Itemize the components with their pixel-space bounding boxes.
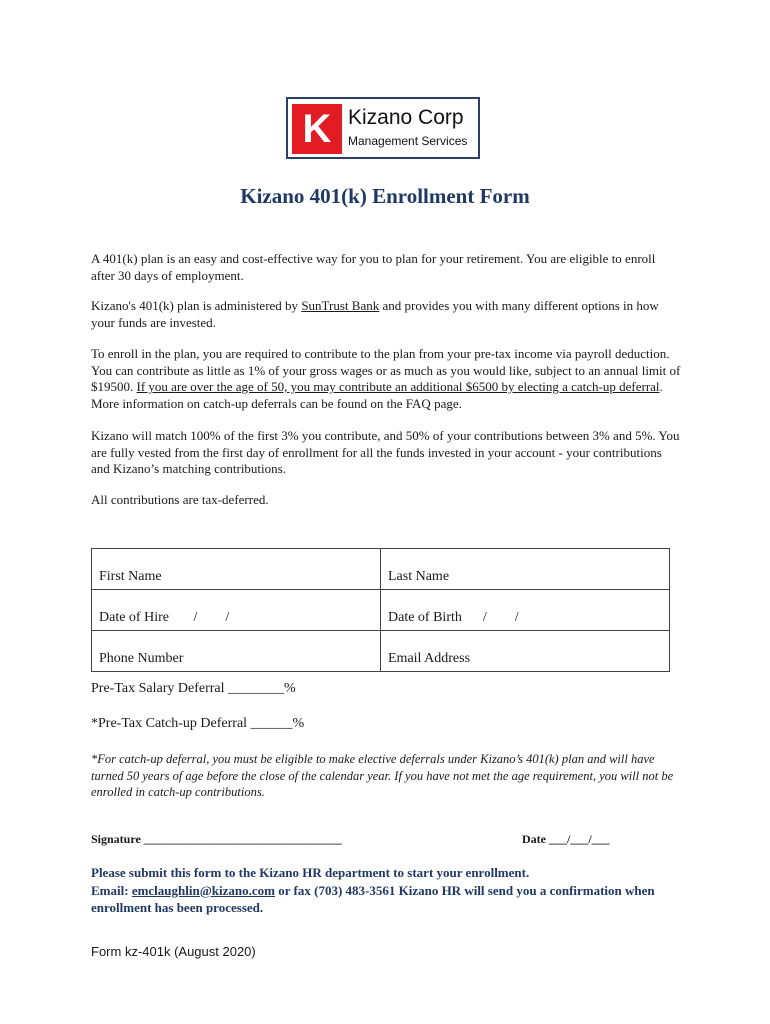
logo-company-name: Kizano Corp xyxy=(348,106,464,129)
email-address-field[interactable]: Email Address xyxy=(381,631,670,672)
tax-deferred-paragraph: All contributions are tax-deferred. xyxy=(91,492,269,507)
p3-text-after: . More information on catch-up deferrals can be found on the FAQ page. xyxy=(91,379,663,411)
hr-email-link[interactable]: emclaughlin@kizano.com xyxy=(131,882,275,898)
table-row xyxy=(92,590,670,631)
page-title: Kizano 401(k) Enrollment Form xyxy=(240,184,530,208)
submit-line1: Please submit this form to the Kizano HR department to start your enrollment. xyxy=(91,865,530,880)
employee-info-table xyxy=(91,548,670,672)
p2-text-before: Kizano's 401(k) plan is administered by xyxy=(91,298,302,313)
company-logo xyxy=(286,97,480,159)
date-of-hire-field[interactable]: Date of Hire / / xyxy=(92,590,381,631)
contribution-paragraph xyxy=(91,346,681,412)
table-row xyxy=(92,631,670,672)
catchup-note: *For catch-up deferral, you must be eligible to make elective deferrals under Kizano’s 401(k) plan and will have turned 50 years of age before the close of the calendar year. If you have not met the age requirement, you will not be enrolled in catch-up contributions. xyxy=(91,752,674,799)
p3-text-before: To enroll in the plan, you are required to contribute to the plan from your pre-tax income via payroll deduction. You can contribute as little as 1% of your gross wages or as much as you would like, subject to an annual limit of $19500. xyxy=(91,346,681,394)
logo-letter: K xyxy=(292,104,342,154)
table-row xyxy=(92,549,670,590)
administrator-paragraph xyxy=(91,298,681,331)
catch-up-underlined-text: If you are over the age of 50, you may contribute an additional $6500 by electing a catch-up deferral xyxy=(136,379,660,394)
first-name-field[interactable]: First Name xyxy=(92,549,381,590)
phone-number-field[interactable]: Phone Number xyxy=(92,631,381,672)
signature-field[interactable]: Signature _________________________________ xyxy=(91,832,342,846)
catchup-deferral-field[interactable]: *Pre-Tax Catch-up Deferral ______% xyxy=(91,716,305,731)
email-label: Email: xyxy=(91,882,132,898)
form-footer: Form kz-401k (August 2020) xyxy=(91,944,256,959)
last-name-field[interactable]: Last Name xyxy=(381,549,670,590)
intro-paragraph: A 401(k) plan is an easy and cost-effective way for you to plan for your retirement. You are eligible to enroll after 30 days of employment. xyxy=(91,251,656,283)
suntrust-link[interactable]: SunTrust Bank xyxy=(301,298,380,313)
submit-instructions xyxy=(91,864,691,917)
submit-after-email: or fax (703) 483-3561 Kizano HR will send you a confirmation when enrollment has been processed. xyxy=(91,882,655,915)
date-field[interactable]: Date ___/___/___ xyxy=(522,832,610,846)
p2-text-after: and provides you with many different options in how your funds are invested. xyxy=(91,298,659,330)
pretax-deferral-field[interactable]: Pre-Tax Salary Deferral ________% xyxy=(91,681,296,696)
date-of-birth-field[interactable]: Date of Birth / / xyxy=(381,590,670,631)
match-paragraph: Kizano will match 100% of the first 3% you contribute, and 50% of your contributions between 3% and 5%. You are fully vested from the first day of enrollment for all the funds invested in your account - your contributions and Kizano’s matching contributions. xyxy=(91,428,680,476)
logo-subtitle: Management Services xyxy=(348,134,468,148)
